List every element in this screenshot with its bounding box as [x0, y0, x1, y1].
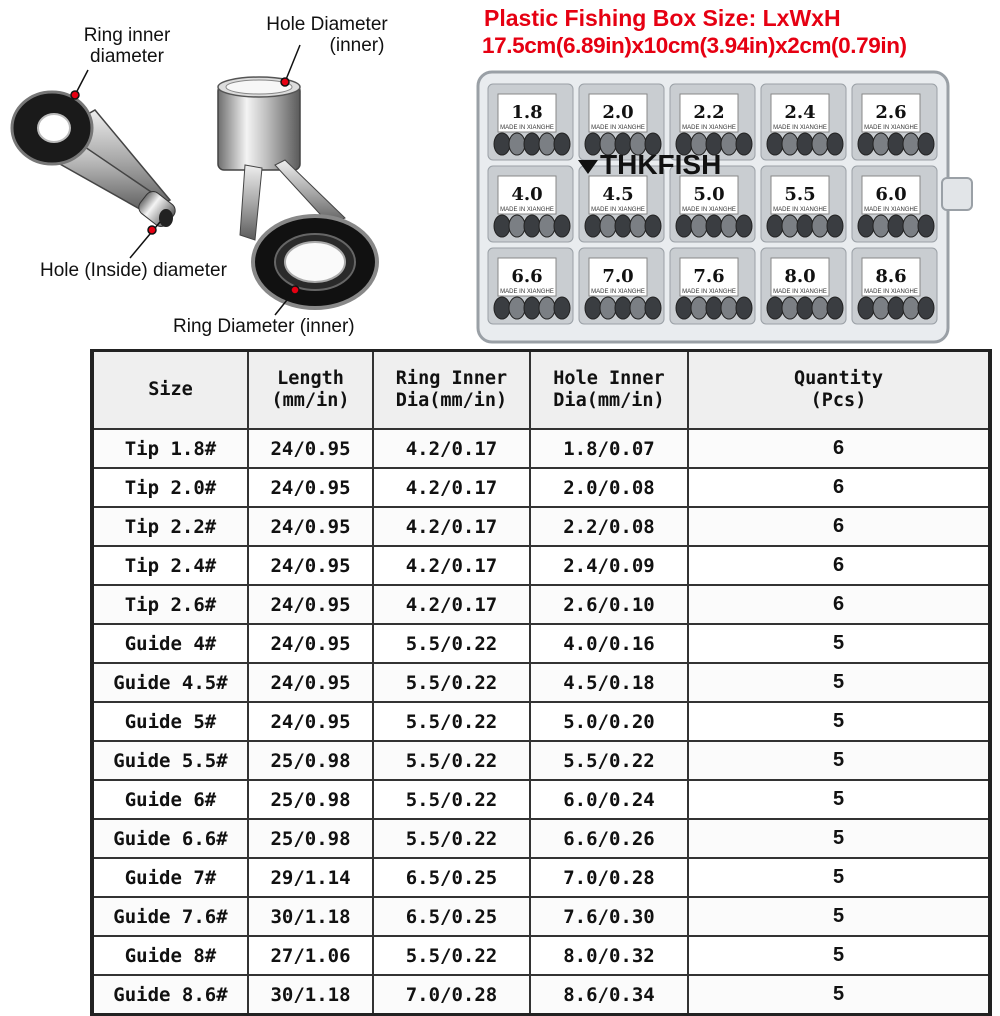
- compartment-size-label: 2.2: [693, 102, 725, 123]
- cell-ring-inner-dia: 5.5/0.22: [373, 819, 530, 858]
- cell-length: 24/0.95: [248, 702, 373, 741]
- made-in-label: MADE IN XIANGHE: [500, 125, 554, 131]
- box-size-title: [482, 4, 998, 60]
- made-in-label: MADE IN XIANGHE: [773, 289, 827, 295]
- compartment-size-label: 2.6: [875, 102, 907, 123]
- callout-line: (inner): [329, 35, 385, 56]
- box-photo: [476, 70, 976, 345]
- cell-ring-inner-dia: 4.2/0.17: [373, 546, 530, 585]
- cell-length: 27/1.06: [248, 936, 373, 975]
- box-compartment: [852, 84, 937, 160]
- cell-hole-inner-dia: 6.0/0.24: [530, 780, 688, 819]
- header-size: Size: [92, 351, 248, 430]
- cell-length: 24/0.95: [248, 585, 373, 624]
- cell-hole-inner-dia: 8.0/0.32: [530, 936, 688, 975]
- header-ring-inner-dia: Ring Inner Dia(mm/in): [373, 351, 530, 430]
- made-in-label: MADE IN XIANGHE: [591, 289, 645, 295]
- cell-hole-inner-dia: 4.0/0.16: [530, 624, 688, 663]
- table-row: [92, 429, 990, 468]
- cell-quantity: 6: [688, 468, 990, 507]
- box-compartment: [488, 84, 573, 160]
- table-row: [92, 858, 990, 897]
- brand-logo: [578, 149, 721, 180]
- cell-size: Tip 2.4#: [92, 546, 248, 585]
- cell-quantity: 5: [688, 702, 990, 741]
- tip-top-small: [12, 92, 178, 230]
- cell-ring-inner-dia: 6.5/0.25: [373, 897, 530, 936]
- header-quantity: Quantity (Pcs): [688, 351, 990, 430]
- cell-ring-inner-dia: 5.5/0.22: [373, 624, 530, 663]
- box-compartment: [761, 248, 846, 324]
- cell-ring-inner-dia: 4.2/0.17: [373, 507, 530, 546]
- cell-size: Guide 8#: [92, 936, 248, 975]
- table-row: [92, 585, 990, 624]
- cell-size: Tip 1.8#: [92, 429, 248, 468]
- box-compartment: [488, 166, 573, 242]
- cell-ring-inner-dia: 5.5/0.22: [373, 936, 530, 975]
- made-in-label: MADE IN XIANGHE: [864, 207, 918, 213]
- made-in-label: MADE IN XIANGHE: [682, 125, 736, 131]
- cell-length: 24/0.95: [248, 624, 373, 663]
- compartment-size-label: 7.6: [693, 266, 725, 287]
- cell-quantity: 6: [688, 507, 990, 546]
- compartment-size-label: 6.0: [875, 184, 907, 205]
- cell-size: Guide 5#: [92, 702, 248, 741]
- header-length: Length (mm/in): [248, 351, 373, 430]
- compartment-size-label: 7.0: [602, 266, 634, 287]
- cell-hole-inner-dia: 8.6/0.34: [530, 975, 688, 1015]
- cell-quantity: 6: [688, 429, 990, 468]
- cell-quantity: 6: [688, 585, 990, 624]
- cell-length: 29/1.14: [248, 858, 373, 897]
- box-compartment: [852, 166, 937, 242]
- cell-length: 24/0.95: [248, 468, 373, 507]
- cell-hole-inner-dia: 2.2/0.08: [530, 507, 688, 546]
- made-in-label: MADE IN XIANGHE: [682, 289, 736, 295]
- table-row: [92, 897, 990, 936]
- cell-size: Tip 2.2#: [92, 507, 248, 546]
- table-row: [92, 624, 990, 663]
- table-header-row: [92, 351, 990, 430]
- cell-length: 25/0.98: [248, 819, 373, 858]
- table-row: [92, 780, 990, 819]
- made-in-label: MADE IN XIANGHE: [500, 207, 554, 213]
- cell-length: 25/0.98: [248, 741, 373, 780]
- callout-line: Ring inner: [83, 25, 171, 46]
- cell-quantity: 5: [688, 936, 990, 975]
- box-size-line-2: 17.5cm(6.89in)x10cm(3.94in)x2cm(0.79in): [482, 33, 907, 58]
- cell-quantity: 5: [688, 663, 990, 702]
- cell-hole-inner-dia: 7.0/0.28: [530, 858, 688, 897]
- cell-ring-inner-dia: 5.5/0.22: [373, 780, 530, 819]
- callout-ring-inner-diameter: [52, 25, 202, 67]
- callout-line: diameter: [90, 46, 164, 67]
- made-in-label: MADE IN XIANGHE: [773, 125, 827, 131]
- cell-hole-inner-dia: 2.6/0.10: [530, 585, 688, 624]
- compartment-size-label: 2.4: [784, 102, 816, 123]
- cell-size: Guide 7.6#: [92, 897, 248, 936]
- header-hole-inner-dia: Hole Inner Dia(mm/in): [530, 351, 688, 430]
- cell-length: 24/0.95: [248, 546, 373, 585]
- callout-line: Hole Diameter: [266, 14, 388, 35]
- cell-length: 24/0.95: [248, 507, 373, 546]
- brand-text: THKFISH: [600, 149, 722, 180]
- compartment-size-label: 1.8: [511, 102, 543, 123]
- cell-quantity: 5: [688, 624, 990, 663]
- cell-size: Guide 8.6#: [92, 975, 248, 1015]
- made-in-label: MADE IN XIANGHE: [682, 207, 736, 213]
- cell-size: Guide 4.5#: [92, 663, 248, 702]
- plastic-fishing-box: [476, 70, 976, 345]
- cell-hole-inner-dia: 7.6/0.30: [530, 897, 688, 936]
- cell-ring-inner-dia: 4.2/0.17: [373, 585, 530, 624]
- cell-size: Guide 6.6#: [92, 819, 248, 858]
- box-compartment: [579, 248, 664, 324]
- compartment-size-label: 4.5: [602, 184, 634, 205]
- compartment-size-label: 8.0: [784, 266, 816, 287]
- cell-quantity: 5: [688, 858, 990, 897]
- cell-length: 25/0.98: [248, 780, 373, 819]
- table-row: [92, 936, 990, 975]
- table-row: [92, 975, 990, 1015]
- cell-quantity: 5: [688, 741, 990, 780]
- table-row: [92, 702, 990, 741]
- made-in-label: MADE IN XIANGHE: [591, 125, 645, 131]
- cell-hole-inner-dia: 1.8/0.07: [530, 429, 688, 468]
- cell-ring-inner-dia: 7.0/0.28: [373, 975, 530, 1015]
- cell-ring-inner-dia: 6.5/0.25: [373, 858, 530, 897]
- compartment-size-label: 2.0: [602, 102, 634, 123]
- box-size-line-1: Plastic Fishing Box Size: LxWxH: [484, 5, 841, 31]
- made-in-label: MADE IN XIANGHE: [773, 207, 827, 213]
- table-row: [92, 468, 990, 507]
- spec-table: [90, 349, 992, 1016]
- table-row: [92, 663, 990, 702]
- cell-hole-inner-dia: 6.6/0.26: [530, 819, 688, 858]
- cell-quantity: 5: [688, 819, 990, 858]
- table-row: [92, 819, 990, 858]
- box-compartment: [488, 248, 573, 324]
- cell-size: Guide 4#: [92, 624, 248, 663]
- callout-ring-diameter-inner: Ring Diameter (inner): [173, 316, 355, 337]
- made-in-label: MADE IN XIANGHE: [864, 289, 918, 295]
- cell-size: Guide 5.5#: [92, 741, 248, 780]
- cell-hole-inner-dia: 5.0/0.20: [530, 702, 688, 741]
- compartment-size-label: 6.6: [511, 266, 543, 287]
- tip-top-large: [218, 77, 377, 308]
- cell-quantity: 5: [688, 897, 990, 936]
- cell-size: Tip 2.6#: [92, 585, 248, 624]
- cell-hole-inner-dia: 2.0/0.08: [530, 468, 688, 507]
- cell-quantity: 5: [688, 780, 990, 819]
- box-compartment: [670, 248, 755, 324]
- made-in-label: MADE IN XIANGHE: [500, 289, 554, 295]
- cell-size: Guide 6#: [92, 780, 248, 819]
- cell-hole-inner-dia: 4.5/0.18: [530, 663, 688, 702]
- callout-hole-diameter-inner: [252, 14, 402, 56]
- cell-length: 24/0.95: [248, 663, 373, 702]
- compartment-size-label: 5.0: [693, 184, 725, 205]
- cell-size: Tip 2.0#: [92, 468, 248, 507]
- box-compartment: [761, 166, 846, 242]
- cell-size: Guide 7#: [92, 858, 248, 897]
- cell-ring-inner-dia: 5.5/0.22: [373, 663, 530, 702]
- compartment-size-label: 4.0: [511, 184, 543, 205]
- box-compartment: [852, 248, 937, 324]
- table-row: [92, 507, 990, 546]
- cell-length: 30/1.18: [248, 975, 373, 1015]
- made-in-label: MADE IN XIANGHE: [591, 207, 645, 213]
- cell-quantity: 6: [688, 546, 990, 585]
- box-compartment: [761, 84, 846, 160]
- made-in-label: MADE IN XIANGHE: [864, 125, 918, 131]
- cell-ring-inner-dia: 4.2/0.17: [373, 468, 530, 507]
- compartment-size-label: 5.5: [784, 184, 816, 205]
- cell-quantity: 5: [688, 975, 990, 1015]
- product-illustrations: [0, 0, 470, 345]
- cell-length: 24/0.95: [248, 429, 373, 468]
- callout-hole-inside-diameter: Hole (Inside) diameter: [40, 260, 227, 281]
- cell-ring-inner-dia: 5.5/0.22: [373, 741, 530, 780]
- cell-ring-inner-dia: 5.5/0.22: [373, 702, 530, 741]
- compartment-size-label: 8.6: [875, 266, 907, 287]
- cell-ring-inner-dia: 4.2/0.17: [373, 429, 530, 468]
- cell-hole-inner-dia: 2.4/0.09: [530, 546, 688, 585]
- table-row: [92, 741, 990, 780]
- table-row: [92, 546, 990, 585]
- cell-length: 30/1.18: [248, 897, 373, 936]
- cell-hole-inner-dia: 5.5/0.22: [530, 741, 688, 780]
